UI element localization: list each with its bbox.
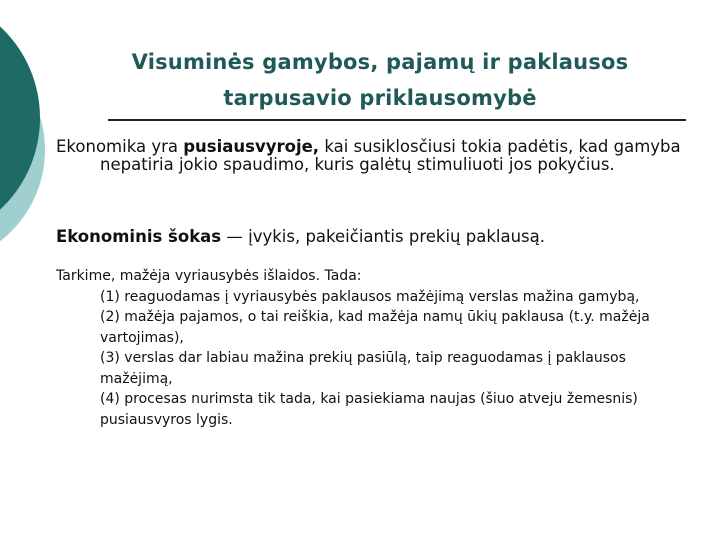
para1-rest: kai susiklosčiusi tokia padėtis, kad gamyba nepatiria jokio spaudimo, kuris galėtų stimuliuoti jos pokyčius.	[100, 137, 681, 174]
para2-bold-term: Ekonominis šokas	[56, 227, 222, 246]
title-underline	[108, 119, 686, 121]
para2-rest: — įvykis, pakeičiantis prekių paklausą.	[221, 227, 545, 246]
slide-title	[60, 44, 700, 116]
decorative-circles	[0, 0, 60, 300]
para1-bold-term: pusiausvyroje,	[183, 137, 320, 156]
para1-prefix: Ekonomika yra	[56, 137, 184, 156]
list-item: (1) reaguodamas į vyriausybės paklausos mažėjimą verslas mažina gamybą,	[100, 288, 640, 305]
economic-shock-paragraph	[56, 227, 706, 247]
list-item: (3) verslas dar labiau mažina prekių pasiūlą, taip reaguodamas į paklausos mažėjimą,	[100, 350, 626, 387]
example-intro: Tarkime, mažėja vyriausybės išlaidos. Tada:	[56, 268, 362, 284]
example-paragraph	[56, 266, 696, 430]
list-item: (4) procesas nurimsta tik tada, kai pasiekiama naujas (šiuo atveju žemesnis) pusiausvyros lygis.	[100, 391, 638, 428]
equilibrium-paragraph	[56, 138, 720, 174]
list-item: (2) mažėja pajamos, o tai reiškia, kad mažėja namų ūkių paklausa (t.y. mažėja vartojimas),	[100, 309, 650, 346]
title-line-2: tarpusavio priklausomybė	[223, 86, 537, 110]
title-line-1: Visuminės gamybos, pajamų ir paklausos	[131, 50, 629, 74]
